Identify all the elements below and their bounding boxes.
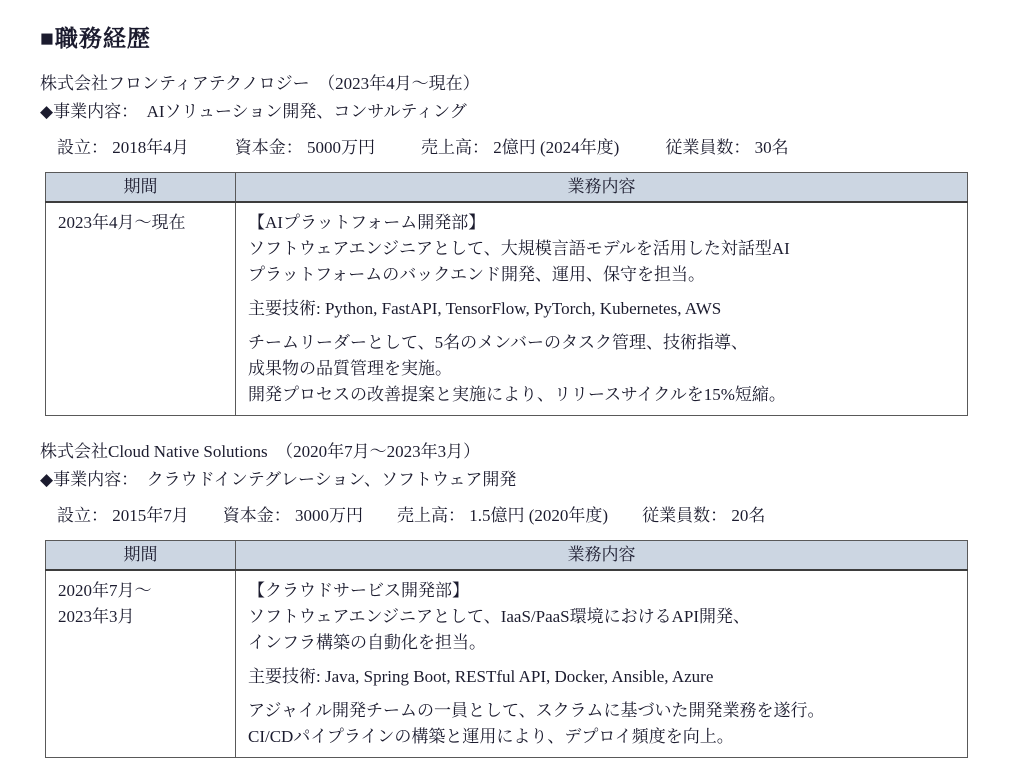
text-line: 主要技術: Python, FastAPI, TensorFlow, PyTorch, Kubernetes, AWS [248,299,722,318]
company-facts [40,504,984,528]
table-row [46,570,968,758]
page-title: ■職務経歴 [40,26,151,51]
company-section-2 [40,440,984,758]
text-line: ソフトウェアエンジニアとして、IaaS/PaaS環境におけるAPI開発、 [248,607,751,626]
company-business: ◆事業内容： クラウドインテグレーション、ソフトウェア開発 [40,470,517,489]
company-name: 株式会社Cloud Native Solutions （2020年7月～2023年3月） [40,442,481,461]
fact-founded: 設立： 2018年4月 [57,138,189,157]
company-facts [40,136,984,160]
table-header-row [46,173,968,203]
work-history-table [45,540,968,758]
duty-paragraph [248,210,955,288]
fact-capital: 資本金： 3000万円 [222,506,363,525]
period-cell [46,570,236,758]
duty-paragraph [248,578,955,656]
text-line: ソフトウェアエンジニアとして、大規模言語モデルを活用した対話型AI [248,239,790,258]
company-section-1 [40,72,984,416]
fact-employees: 従業員数： 20名 [642,506,766,525]
text-line: 成果物の品質管理を実施。 [248,359,452,378]
header-content: 業務内容 [236,173,968,203]
table-header-row [46,541,968,571]
text-line: 2020年7月～ [58,581,152,600]
tech-paragraph [248,664,955,690]
company-business: ◆事業内容： AIソリューション開発、コンサルティング [40,102,467,121]
text-line: インフラ構築の自動化を担当。 [248,633,486,652]
content-cell [236,570,968,758]
table-row [46,202,968,416]
tech-paragraph [248,296,955,322]
header-period: 期間 [46,173,236,203]
text-line: アジャイル開発チームの一員として、スクラムに基づいた開発業務を遂行。 [248,701,825,720]
fact-capital: 資本金： 5000万円 [234,138,375,157]
company-name: 株式会社フロンティアテクノロジー （2023年4月～現在） [40,74,480,93]
text-line: CI/CDパイプラインの構築と運用により、デプロイ頻度を向上。 [248,727,734,746]
achievement-paragraph [248,698,955,750]
fact-revenue: 売上高： 2億円 (2024年度) [421,138,620,157]
fact-founded: 設立： 2015年7月 [57,506,189,525]
fact-employees: 従業員数： 30名 [665,138,789,157]
work-history-table [45,172,968,416]
text-line: 2023年3月 [58,607,135,626]
period-cell [46,202,236,416]
text-line: 主要技術: Java, Spring Boot, RESTful API, Docker, Ansible, Azure [248,667,714,686]
text-line: 【AIプラットフォーム開発部】 [248,213,486,232]
content-cell [236,202,968,416]
header-period: 期間 [46,541,236,571]
text-line: 2023年4月～現在 [58,213,186,232]
achievement-paragraph [248,330,955,408]
text-line: 【クラウドサービス開発部】 [248,581,469,600]
fact-revenue: 売上高： 1.5億円 (2020年度) [397,506,609,525]
text-line: プラットフォームのバックエンド開発、運用、保守を担当。 [248,265,705,284]
text-line: チームリーダーとして、5名のメンバーのタスク管理、技術指導、 [248,333,748,352]
header-content: 業務内容 [236,541,968,571]
text-line: 開発プロセスの改善提案と実施により、リリースサイクルを15%短縮。 [248,385,786,404]
